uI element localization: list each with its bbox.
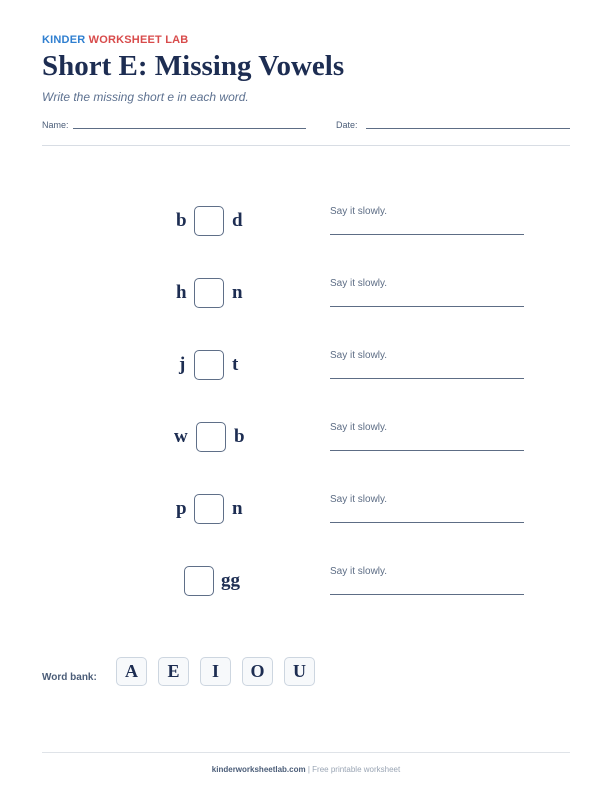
answer-line[interactable] <box>330 378 524 379</box>
word-bank-tile-e: E <box>158 657 189 686</box>
brand-part-2: WORKSHEET LAB <box>88 34 189 46</box>
word-bank-tile-u: U <box>284 657 315 686</box>
footer-site[interactable]: kinderworksheetlab.com <box>211 765 306 774</box>
word-letter-after: b <box>234 426 245 447</box>
footer-divider <box>42 752 570 753</box>
word-letter-after: d <box>232 210 243 231</box>
word-letter-before: j <box>179 354 186 375</box>
word-bank-label: Word bank: <box>42 672 97 683</box>
brand-part-1: KINDER <box>42 34 86 46</box>
answer-line[interactable] <box>330 450 524 451</box>
word-row <box>0 278 612 328</box>
hint-text: Say it slowly. <box>330 278 388 289</box>
brand-logo <box>42 34 188 46</box>
footer-note: Free printable worksheet <box>312 765 401 774</box>
date-label: Date: <box>336 120 358 130</box>
word-row <box>0 494 612 544</box>
word-bank-tile-i: I <box>200 657 231 686</box>
answer-line[interactable] <box>330 306 524 307</box>
vowel-blank-box[interactable] <box>196 422 226 452</box>
vowel-blank-box[interactable] <box>194 206 224 236</box>
word-letter-before: w <box>174 426 188 447</box>
word-row <box>0 350 612 400</box>
word-letter-after: gg <box>221 570 240 591</box>
word-letter-after: n <box>232 498 243 519</box>
answer-line[interactable] <box>330 594 524 595</box>
date-field[interactable] <box>366 128 570 129</box>
answer-line[interactable] <box>330 522 524 523</box>
name-label: Name: <box>42 120 69 130</box>
word-bank-tile-a: A <box>116 657 147 686</box>
instructions: Write the missing short e in each word. <box>42 90 249 104</box>
footer <box>0 765 612 774</box>
word-letter-after: n <box>232 282 243 303</box>
word-letter-before: h <box>176 282 187 303</box>
word-row <box>0 206 612 256</box>
name-field[interactable] <box>73 128 306 129</box>
hint-text: Say it slowly. <box>330 566 388 577</box>
hint-text: Say it slowly. <box>330 206 388 217</box>
vowel-blank-box[interactable] <box>194 494 224 524</box>
vowel-blank-box[interactable] <box>194 350 224 380</box>
vowel-blank-box[interactable] <box>194 278 224 308</box>
answer-line[interactable] <box>330 234 524 235</box>
page-title: Short E: Missing Vowels <box>42 50 345 82</box>
word-letter-before: b <box>176 210 187 231</box>
hint-text: Say it slowly. <box>330 422 388 433</box>
header-divider <box>42 145 570 146</box>
hint-text: Say it slowly. <box>330 350 388 361</box>
word-row <box>0 566 612 616</box>
word-row <box>0 422 612 472</box>
word-letter-before: p <box>176 498 187 519</box>
word-bank-tile-o: O <box>242 657 273 686</box>
word-letter-after: t <box>232 354 239 375</box>
hint-text: Say it slowly. <box>330 494 388 505</box>
footer-separator: | <box>307 765 310 774</box>
vowel-blank-box[interactable] <box>184 566 214 596</box>
